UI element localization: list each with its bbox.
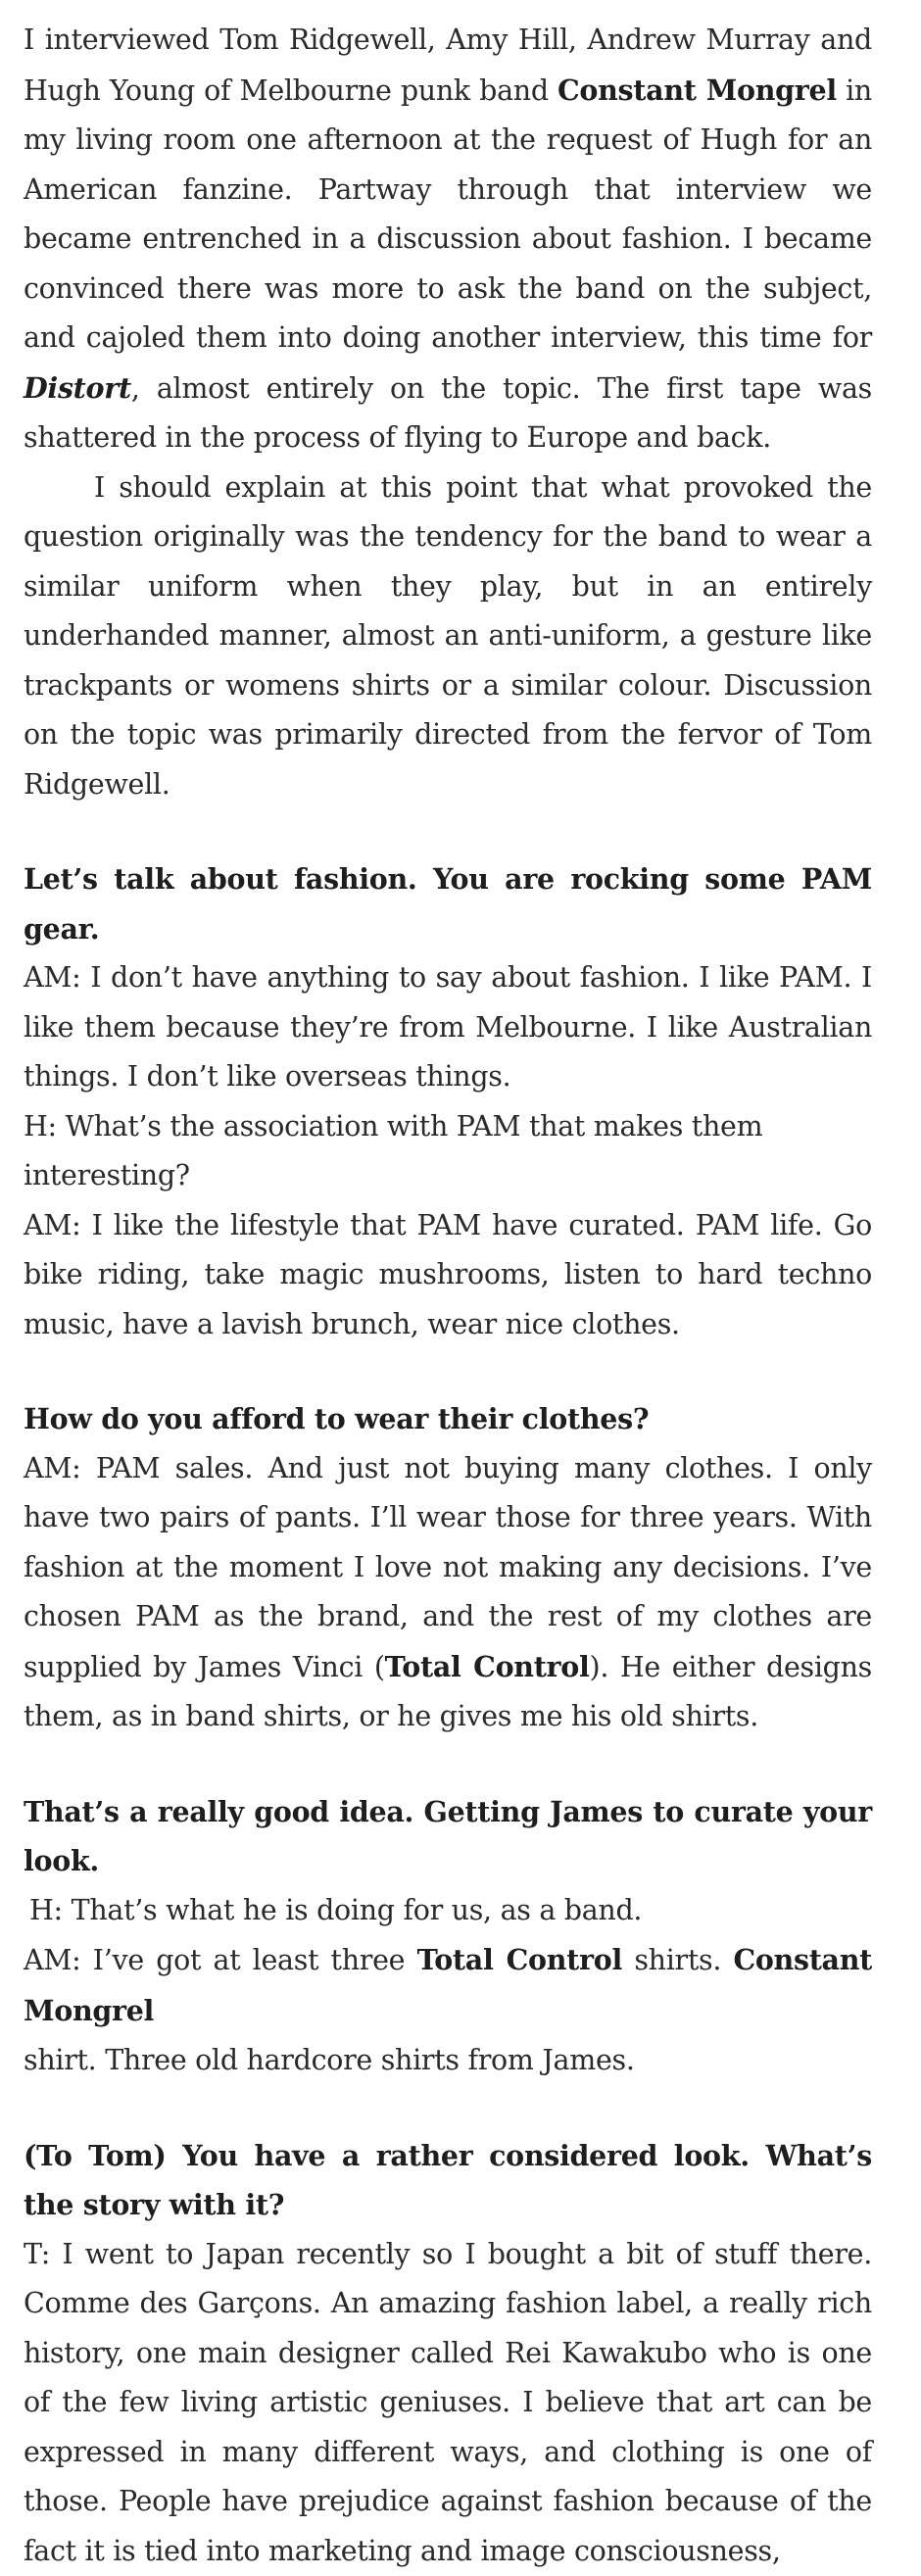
answer-2-text-a: AM: PAM sales. And just not buying many clothes. I only have two pairs of pants. I’ll wear those for three years. With fashion at the moment I love not making any decisions. I’ve chosen PAM as the brand, and the rest of my clothes are supplied by James Vinci ( <box>24 1452 872 1683</box>
intro-text-c: , almost entirely on the topic. The first tape was shattered in the process of flying to Europe and back. <box>24 372 872 455</box>
answer-3-text-b: shirts. <box>622 1944 733 1976</box>
answer-1-am: AM: I don’t have anything to say about fashion. I like PAM. I like them because they’re from Melbourne. I like Australian things. I don’t like overseas things. <box>24 953 872 1102</box>
answer-3-text-a: AM: I’ve got at least three <box>24 1944 417 1976</box>
section-gap <box>24 1349 872 1394</box>
section-gap <box>24 1742 872 1787</box>
zine-name: Distort <box>24 371 131 405</box>
intro-text-a: I interviewed Tom Ridgewell, Amy Hill, Andrew Murray and Hugh Young of Melbourne punk band <box>24 24 872 107</box>
intro-text-b: in my living room one afternoon at the request of Hugh for an American fanzine. Partway through that interview we became entrenched in a discussion about fashion. I became convinced there was more to ask the band on the subject, and cajoled them into doing another interview, this time for <box>24 74 872 355</box>
question-3: That’s a really good idea. Getting James to curate your look. <box>24 1787 872 1886</box>
question-1: Let’s talk about fashion. You are rocking some PAM gear. <box>24 854 872 953</box>
answer-4-t: T: I went to Japan recently so I bought a bit of stuff there. Comme des Garçons. An amazing fashion label, a really rich history, one main designer called Rei Kawakubo who is one of the few living artistic geniuses. I believe that art can be expressed in many different ways, and clothing is one of those. People have prejudice against fashion because of the fact it is tied into marketing and image consciousness, <box>24 2230 872 2576</box>
intro-paragraph-1 <box>24 16 872 463</box>
section-gap <box>24 809 872 854</box>
band-name-total-control: Total Control <box>417 1943 622 1976</box>
answer-3-am <box>24 1935 872 2036</box>
question-4: (To Tom) You have a rather considered look. What’s the story with it? <box>24 2131 872 2230</box>
answer-2-am <box>24 1444 872 1742</box>
intro-paragraph-2: I should explain at this point that what provoked the question originally was the tendency for the band to wear a similar uniform when they play, but in an entirely underhanded manner, almost an anti-uniform, a gesture like trackpants or womens shirts or a similar colour. Discussion on the topic was primarily directed from the fervor of Tom Ridgewell. <box>24 463 872 810</box>
answer-3-h: H: That’s what he is doing for us, as a band. <box>24 1886 872 1936</box>
answer-1-am-2: AM: I like the lifestyle that PAM have curated. PAM life. Go bike riding, take magic mushrooms, listen to hard techno music, have a lavish brunch, wear nice clothes. <box>24 1201 872 1350</box>
section-gap <box>24 2086 872 2131</box>
band-name-total-control: Total Control <box>385 1650 590 1683</box>
answer-1-h: H: What’s the association with PAM that makes them interesting? <box>24 1102 872 1201</box>
answer-3-am-cont: shirt. Three old hardcore shirts from James. <box>24 2036 872 2086</box>
article-body <box>24 16 872 2576</box>
answer-2-text-b: ). He either designs them, as in band shirts, or he gives me his old shirts. <box>24 1651 872 1733</box>
band-name: Constant Mongrel <box>557 73 837 107</box>
band-name-constant-mongrel: Constant Mongrel <box>24 1943 872 2027</box>
question-2: How do you afford to wear their clothes? <box>24 1394 872 1444</box>
